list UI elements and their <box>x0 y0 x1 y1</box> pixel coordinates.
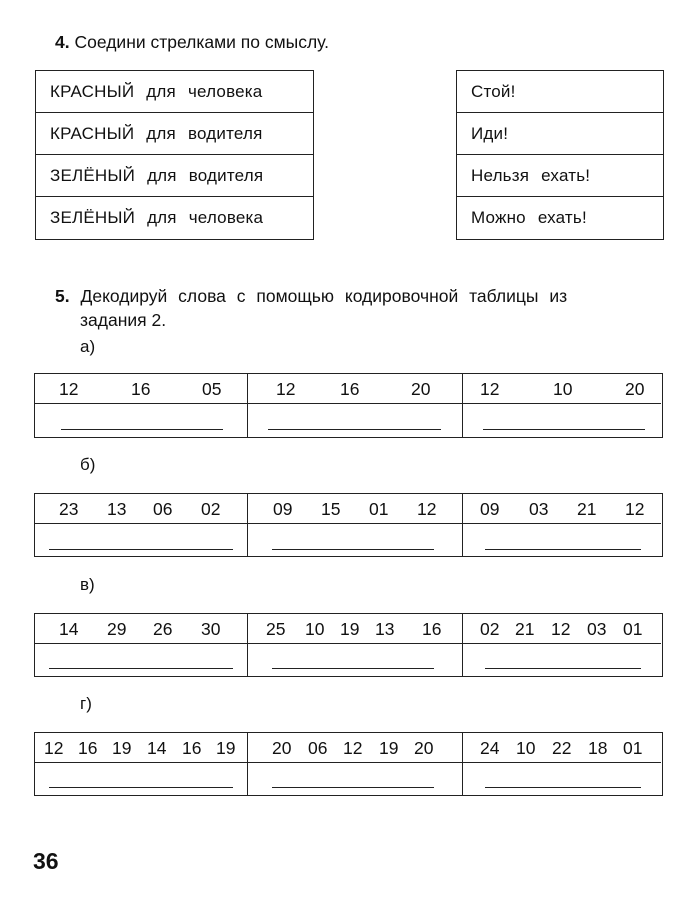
phrase-text: Можно <box>471 207 526 227</box>
phrase-for: для <box>146 81 176 101</box>
code: 23 <box>59 499 79 519</box>
code: 13 <box>107 499 127 519</box>
task-5-heading-line-1 <box>55 286 567 307</box>
code-row <box>248 614 462 644</box>
task-5-title-line-2: задания 2. <box>80 310 167 330</box>
part-g-table <box>34 732 663 796</box>
code: 21 <box>577 499 597 519</box>
answer-line[interactable] <box>61 429 223 430</box>
part-a-word-1 <box>35 374 248 437</box>
code: 02 <box>201 499 221 519</box>
code: 12 <box>480 379 500 399</box>
answer-line[interactable] <box>49 549 233 550</box>
task-4-title: Соедини стрелками по смыслу. <box>74 32 330 52</box>
code: 20 <box>414 738 434 758</box>
part-v-word-3 <box>463 614 661 676</box>
code: 06 <box>153 499 173 519</box>
code: 26 <box>153 619 173 639</box>
phrase-who: человека <box>188 207 264 227</box>
code-row <box>35 614 247 644</box>
code: 01 <box>369 499 389 519</box>
phrase-color: КРАСНЫЙ <box>50 81 135 101</box>
phrase-text: Иди! <box>471 123 509 143</box>
answer-line[interactable] <box>49 668 233 669</box>
code: 16 <box>340 379 360 399</box>
answer-line[interactable] <box>485 787 641 788</box>
part-b-label: б) <box>80 455 96 474</box>
task-4-number: 4. <box>55 32 70 52</box>
left-phrase-4[interactable] <box>36 197 313 238</box>
code: 09 <box>273 499 293 519</box>
code: 20 <box>411 379 431 399</box>
code: 16 <box>131 379 151 399</box>
part-b-word-2 <box>248 494 463 556</box>
right-phrase-3[interactable] <box>457 155 663 197</box>
code-row <box>463 614 661 644</box>
answer-line[interactable] <box>49 787 233 788</box>
code: 14 <box>147 738 167 758</box>
code: 25 <box>266 619 286 639</box>
code-row <box>248 494 462 524</box>
code: 12 <box>625 499 645 519</box>
code: 19 <box>216 738 236 758</box>
code: 12 <box>551 619 571 639</box>
code: 10 <box>516 738 536 758</box>
part-v-word-2 <box>248 614 463 676</box>
phrase-for: для <box>146 123 176 143</box>
code: 10 <box>305 619 325 639</box>
code: 16 <box>182 738 202 758</box>
part-a-word-3 <box>463 374 661 437</box>
part-v-word-1 <box>35 614 248 676</box>
code: 19 <box>340 619 360 639</box>
code-row <box>35 733 247 763</box>
code: 24 <box>480 738 500 758</box>
answer-line[interactable] <box>272 668 434 669</box>
code: 13 <box>375 619 395 639</box>
phrase-color: КРАСНЫЙ <box>50 123 135 143</box>
answer-line[interactable] <box>272 787 434 788</box>
part-b-table <box>34 493 663 557</box>
phrase-text: Стой! <box>471 81 516 101</box>
left-phrases-box <box>35 70 314 240</box>
answer-line[interactable] <box>485 549 641 550</box>
phrase-text: Нельзя <box>471 165 530 185</box>
left-phrase-1[interactable] <box>36 71 313 113</box>
code: 20 <box>625 379 645 399</box>
right-phrases-box <box>456 70 664 240</box>
answer-line[interactable] <box>483 429 645 430</box>
left-phrase-3[interactable] <box>36 155 313 197</box>
part-a-word-2 <box>248 374 463 437</box>
phrase-text: ехать! <box>541 165 591 185</box>
code-row <box>248 733 462 763</box>
code: 21 <box>515 619 535 639</box>
code: 12 <box>276 379 296 399</box>
code: 29 <box>107 619 127 639</box>
phrase-text: ехать! <box>537 207 587 227</box>
code: 12 <box>343 738 363 758</box>
code: 03 <box>587 619 607 639</box>
answer-line[interactable] <box>268 429 441 430</box>
code: 19 <box>112 738 132 758</box>
part-v-label: в) <box>80 575 95 594</box>
part-b-word-3 <box>463 494 661 556</box>
part-g-word-3 <box>463 733 661 795</box>
code: 09 <box>480 499 500 519</box>
answer-line[interactable] <box>272 549 434 550</box>
code: 16 <box>422 619 442 639</box>
phrase-color: ЗЕЛЁНЫЙ <box>50 165 136 185</box>
phrase-for: для <box>147 207 177 227</box>
code: 03 <box>529 499 549 519</box>
right-phrase-2[interactable] <box>457 113 663 155</box>
page-number: 36 <box>33 848 59 874</box>
code-row <box>463 494 661 524</box>
phrase-who: водителя <box>188 165 264 185</box>
code: 18 <box>588 738 608 758</box>
phrase-who: водителя <box>187 123 263 143</box>
code: 20 <box>272 738 292 758</box>
code-row <box>463 733 661 763</box>
part-a-label: а) <box>80 337 96 356</box>
part-v-table <box>34 613 663 677</box>
task-5-title-line-1: Декодируй слова с помощью кодировочной таблицы из <box>80 286 568 306</box>
phrase-who: человека <box>187 81 263 101</box>
code: 10 <box>553 379 573 399</box>
left-phrase-2[interactable] <box>36 113 313 155</box>
code: 14 <box>59 619 79 639</box>
code: 22 <box>552 738 572 758</box>
part-g-label: г) <box>80 694 92 713</box>
code: 30 <box>201 619 221 639</box>
code: 12 <box>59 379 79 399</box>
code: 01 <box>623 619 643 639</box>
code: 19 <box>379 738 399 758</box>
right-phrase-1[interactable] <box>457 71 663 113</box>
task-4-heading <box>55 32 329 53</box>
code-row <box>35 494 247 524</box>
part-g-word-1 <box>35 733 248 795</box>
right-phrase-4[interactable] <box>457 197 663 238</box>
phrase-color: ЗЕЛЁНЫЙ <box>50 207 136 227</box>
code-row <box>463 374 661 404</box>
code: 05 <box>202 379 222 399</box>
code: 01 <box>623 738 643 758</box>
code: 16 <box>78 738 98 758</box>
part-g-word-2 <box>248 733 463 795</box>
code: 06 <box>308 738 328 758</box>
task-5-number: 5. <box>55 286 70 306</box>
part-b-word-1 <box>35 494 248 556</box>
part-a-table <box>34 373 663 438</box>
answer-line[interactable] <box>485 668 641 669</box>
code: 12 <box>417 499 437 519</box>
code: 15 <box>321 499 341 519</box>
code: 02 <box>480 619 500 639</box>
code-row <box>35 374 247 404</box>
code: 12 <box>44 738 64 758</box>
phrase-for: для <box>147 165 177 185</box>
code-row <box>248 374 462 404</box>
